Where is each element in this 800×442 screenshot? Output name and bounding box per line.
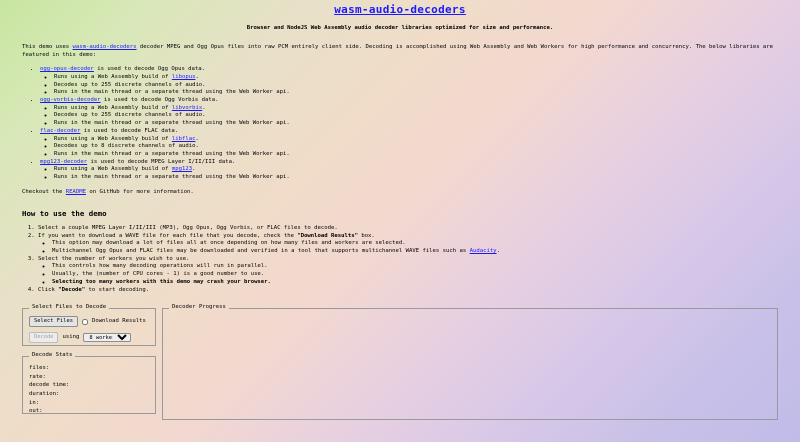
- stat-label: in:: [29, 399, 40, 406]
- library-item: [40, 66, 778, 97]
- checkout-text-post: on GitHub for more information.: [86, 188, 194, 195]
- decode-stats-legend: Decode Stats: [32, 352, 73, 359]
- library-bullets: [40, 74, 778, 97]
- step-text-post: to start decoding.: [85, 286, 150, 293]
- stat-row-out: [29, 407, 149, 416]
- step-text: Select a couple MPEG Layer I/II/III (MP3), Ogg Opus, Ogg Vorbis, or FLAC files to decode.: [38, 224, 338, 231]
- stat-row-in: [29, 399, 149, 408]
- select-files-panel: [22, 304, 156, 346]
- step-bullet: [52, 240, 778, 248]
- library-bullet: [54, 136, 778, 144]
- intro-text-1: This demo uses: [22, 43, 73, 50]
- wasm-audio-decoders-link[interactable]: wasm-audio-decoders: [72, 43, 137, 50]
- left-column: [22, 304, 156, 414]
- step-bullet: [52, 279, 778, 287]
- bullet-text: This option may download a lot of files all at once depending on how many files and workers are selected.: [52, 240, 406, 247]
- intro-text-2: decoder MPEG and Ogg Opus files into raw PCM entirely client side. Decoding is accomplished using Web Assembly and Web Workers for high performance and concurrency. The below libraries are featured in this demo:: [22, 43, 774, 58]
- library-bullet: [54, 112, 778, 120]
- library-link-ogg-vorbis-decoder[interactable]: ogg-vorbis-decoder: [40, 96, 101, 103]
- library-bullet: [54, 82, 778, 90]
- stat-label: decode time:: [29, 382, 70, 389]
- stat-row-rate: [29, 373, 149, 382]
- download-results-checkbox[interactable]: [82, 319, 88, 325]
- library-link-ogg-opus-decoder[interactable]: ogg-opus-decoder: [40, 66, 94, 73]
- library-bullet: [54, 120, 778, 128]
- library-bullets: [40, 136, 778, 159]
- library-bullet: [54, 143, 778, 151]
- library-bullet: [54, 174, 778, 182]
- decode-row: [29, 332, 149, 343]
- bullet-text: Runs in the main thread or a separate thread using the Web Worker api.: [54, 89, 290, 96]
- bullet-text: Usually, the (number of CPU cores - 1) is a good number to use.: [52, 271, 265, 278]
- decode-stats-panel: [22, 352, 156, 414]
- bullet-text-bold: Selecting too many workers with this demo may crash your browser.: [52, 278, 271, 285]
- select-files-legend: Select Files to Decode: [32, 304, 107, 311]
- library-bullets: [40, 166, 778, 181]
- bullet-text: Runs in the main thread or a separate thread using the Web Worker api.: [54, 151, 290, 158]
- library-list: [22, 66, 778, 182]
- library-link-flac-decoder[interactable]: flac-decoder: [40, 127, 81, 134]
- howto-step: [38, 256, 778, 287]
- libflac-link[interactable]: libflac: [171, 135, 196, 142]
- checkout-readme-line: [22, 189, 778, 197]
- step-bullets: [38, 263, 778, 286]
- bullet-text: Runs using a Web Assembly build of: [54, 135, 172, 142]
- libopus-link[interactable]: libopus: [171, 73, 196, 80]
- bullet-text-post: .: [192, 166, 196, 173]
- library-bullet: [54, 151, 778, 159]
- page-title: [22, 0, 778, 17]
- library-item: [40, 159, 778, 182]
- howto-steps: [22, 225, 778, 294]
- library-bullet: [54, 105, 778, 113]
- library-desc: is used to decode FLAC data.: [80, 127, 179, 134]
- readme-link[interactable]: README: [65, 188, 86, 195]
- stat-row-duration: [29, 390, 149, 399]
- library-item: [40, 128, 778, 159]
- using-label: using: [62, 333, 80, 340]
- step-text: Select the number of workers you wish to use.: [38, 255, 190, 262]
- stat-label: rate:: [29, 373, 46, 380]
- workers-select[interactable]: [83, 333, 131, 342]
- step-bullet: [52, 263, 778, 271]
- select-files-row: [29, 316, 149, 327]
- bullet-text: Runs using a Web Assembly build of: [54, 104, 172, 111]
- stat-label: files:: [29, 365, 50, 372]
- library-bullet: [54, 89, 778, 97]
- bullet-text: Decodes up to 255 discrete channels of audio.: [54, 112, 206, 119]
- step-bullet: [52, 248, 778, 256]
- bullet-text-post: .: [202, 104, 206, 111]
- bullet-text: Decodes up to 255 discrete channels of audio.: [54, 81, 206, 88]
- library-bullets: [40, 105, 778, 128]
- step-text-pre: Click: [38, 286, 59, 293]
- decoder-progress-panel: [162, 304, 778, 420]
- bullet-text: Decodes up to 8 discrete channels of audio.: [54, 143, 199, 150]
- step-text-bold: "Download Results": [297, 232, 358, 239]
- howto-heading: How to use the demo: [22, 208, 107, 218]
- bullet-text: This controls how many decoding operations will run in parallel.: [52, 263, 268, 270]
- howto-step: [38, 225, 778, 233]
- page-subtitle: Browser and NodeJS Web Assembly audio decoder libraries optimized for size and performance.: [246, 25, 554, 32]
- stat-label: duration:: [29, 390, 60, 397]
- bullet-text: Multichannel Ogg Opus and FLAC files may be downloaded and verified in a tool that supports multichannel WAVE files such as: [52, 247, 470, 254]
- bullet-text: Runs using a Web Assembly build of: [54, 166, 172, 173]
- library-desc: is used to decode Ogg Opus data.: [93, 66, 206, 73]
- stat-row-decode-time: [29, 381, 149, 390]
- howto-step: [38, 233, 778, 256]
- page-title-link[interactable]: wasm-audio-decoders: [334, 3, 466, 16]
- bullet-text-post: .: [496, 247, 500, 254]
- library-desc: is used to decode MPEG Layer I/II/III data.: [87, 158, 236, 165]
- library-bullet: [54, 166, 778, 174]
- decode-button[interactable]: Decode: [29, 332, 58, 343]
- bullet-text-post: .: [195, 73, 199, 80]
- bullet-text: Runs in the main thread or a separate thread using the Web Worker api.: [54, 120, 290, 127]
- library-bullet: [54, 74, 778, 82]
- mpg123-link[interactable]: mpg123: [171, 166, 193, 173]
- checkout-text-pre: Checkout the: [22, 188, 66, 195]
- panels-container: [22, 304, 778, 420]
- step-text-pre: If you want to download a WAVE file for each file that you decode, check the: [38, 232, 298, 239]
- bullet-text-post: .: [195, 135, 199, 142]
- library-item: [40, 97, 778, 128]
- step-bullet: [52, 271, 778, 279]
- audacity-link[interactable]: Audacity: [469, 247, 497, 254]
- download-results-label: Download Results: [91, 317, 146, 324]
- stat-row-files: [29, 364, 149, 373]
- bullet-text: Runs in the main thread or a separate thread using the Web Worker api.: [54, 174, 290, 181]
- stat-label: out:: [29, 408, 43, 415]
- decoder-progress-legend: Decoder Progress: [172, 304, 226, 311]
- library-desc: is used to decode Ogg Vorbis data.: [100, 96, 219, 103]
- library-link-mpg123-decoder[interactable]: mpg123-decoder: [40, 158, 88, 165]
- bullet-text: Runs using a Web Assembly build of: [54, 73, 172, 80]
- howto-step: [38, 287, 778, 295]
- step-text-bold: "Decode": [58, 286, 86, 293]
- step-bullets: [38, 240, 778, 255]
- intro-paragraph: [22, 43, 778, 59]
- select-files-button[interactable]: Select Files: [29, 316, 78, 327]
- libvorbis-link[interactable]: libvorbis: [171, 104, 203, 111]
- step-text-post: box.: [357, 232, 375, 239]
